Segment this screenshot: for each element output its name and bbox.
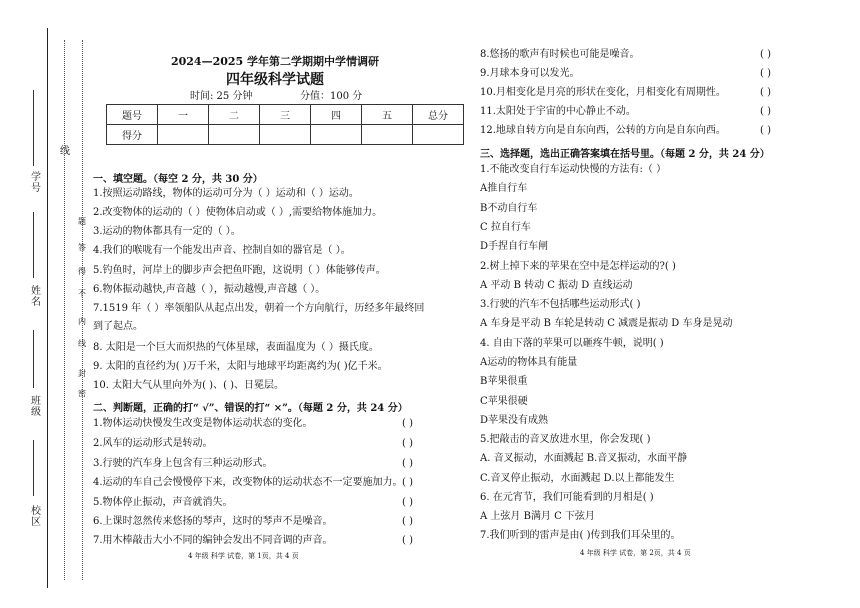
- judge-question-9: 9.月球本身可以发光。: [480, 68, 580, 79]
- fill-question-7-cont: 到了起点。: [93, 321, 143, 332]
- choice-line-7: A 平动 B 转动 C 振动 D 直线运动: [480, 280, 633, 291]
- exam-subtitle: 四年级科学试题: [226, 72, 324, 88]
- class-blank: [33, 330, 34, 388]
- fill-question-10: 10. 太阳大气从里向外为( )、( )、日冕层。: [93, 380, 285, 391]
- fill-question-3: 3.运动的物体都具有一定的（ ）。: [93, 226, 241, 237]
- judge-question-8: 8.悠扬的歌声有时候也可能是噪音。: [480, 49, 640, 60]
- score-cell[interactable]: [362, 125, 413, 145]
- score-table: [106, 104, 464, 145]
- fill-question-5: 5.钓鱼时，河岸上的脚步声会把鱼吓跑，这说明（ ）体能够传声。: [93, 265, 386, 276]
- fill-question-2: 2.改变物体的运动的（ ）使物体启动或（ ）,需要给物体施加力。: [93, 207, 383, 218]
- choice-line-16: A. 音叉振动，水面溅起 B.音叉振动，水面平静: [480, 453, 688, 464]
- id-blank: [33, 90, 34, 166]
- judge-question-12: 12.地球自转方向是自东向西，公转的方向是自东向西。: [480, 125, 726, 136]
- answer-paren[interactable]: ( ): [402, 516, 413, 527]
- choice-line-11: A运动的物体具有能量: [480, 357, 578, 368]
- judge-question-10: 10.月相变化是月亮的形状在变化，月相变化有周期性。: [480, 87, 726, 98]
- warning-char-8: 题: [78, 217, 86, 226]
- answer-paren[interactable]: ( ): [760, 106, 771, 117]
- footer-page-1: 4 年级 科学 试卷，第 1页，共 4 页: [188, 552, 299, 560]
- answer-paren[interactable]: ( ): [402, 535, 413, 546]
- choice-line-8: 3.行驶的汽车不包括哪些运动形式( ): [480, 299, 641, 310]
- score-header-cell: 五: [362, 105, 413, 125]
- binding-line-dotted-2: [82, 40, 83, 580]
- choice-line-13: C苹果很硬: [480, 396, 528, 407]
- choice-line-14: D苹果没有成熟: [480, 415, 549, 426]
- answer-paren[interactable]: ( ): [760, 87, 771, 98]
- answer-paren[interactable]: ( ): [402, 458, 413, 469]
- exam-score: 分值：100 分: [300, 91, 363, 102]
- answer-paren[interactable]: ( ): [402, 477, 413, 488]
- school-blank: [33, 440, 34, 496]
- choice-line-2: A推自行车: [480, 183, 528, 194]
- choice-line-19: A 上弦月 B满月 C 下弦月: [480, 511, 595, 522]
- school-label: 校区: [31, 506, 41, 528]
- choice-line-12: B苹果很重: [480, 376, 528, 387]
- score-header-cell: 题号: [107, 105, 158, 125]
- score-header-cell: 一: [158, 105, 209, 125]
- warning-char-1: 密: [78, 389, 86, 398]
- warning-char-3: 线: [78, 339, 86, 348]
- binding-line-dotted: [64, 40, 65, 580]
- fill-question-1: 1.按照运动路线，物体的运动可分为（ ）运动和（ ）运动。: [93, 188, 359, 199]
- judge-question-3: 3.行驶的汽车身上包含有三种运动形式。: [93, 458, 273, 469]
- answer-paren[interactable]: ( ): [402, 497, 413, 508]
- choice-line-15: 5.把敲击的音叉放进水里，你会发现( ): [480, 434, 651, 445]
- exam-time: 时间: 25 分钟: [190, 91, 253, 102]
- footer-page-2: 4 年级 科学 试卷，第 2页，共 4 页: [580, 549, 691, 557]
- judge-question-4: 4.运动的车自己会慢慢停下来，改变物体的运动状态不一定要施加力。: [93, 477, 403, 488]
- choice-line-20: 7.我们听到的雷声是由( )传到我们耳朵里的。: [480, 530, 681, 541]
- judge-question-5: 5.物体停止振动，声音就消失。: [93, 497, 233, 508]
- choice-line-17: C.音叉停止振动，水面溅起 D.以上都能发生: [480, 473, 675, 484]
- fill-question-9: 9. 太阳的直径约为( )万千米，太阳与地球平均距离约为( )亿千米。: [93, 361, 388, 372]
- choice-line-3: B不动自行车: [480, 203, 538, 214]
- name-label: 姓名: [31, 286, 41, 308]
- judge-question-7: 7.用木棒敲击大小不同的编钟会发出不同音调的声音。: [93, 535, 333, 546]
- judge-question-6: 6.上课时忽然传来悠扬的琴声，这时的琴声不是噪音。: [93, 516, 333, 527]
- fill-question-6: 6.物体振动越快,声音越（ ），振动越慢,声音越（ ）。: [93, 284, 326, 295]
- choice-line-18: 6. 在元宵节，我们可能看到的月相是( ): [480, 492, 654, 503]
- score-header-cell: 三: [260, 105, 311, 125]
- line-label: 线: [60, 146, 70, 157]
- answer-paren[interactable]: ( ): [760, 125, 771, 136]
- judge-question-1: 1.物体运动快慢发生改变是物体运动状态的变化。: [93, 418, 313, 429]
- section-fill-title: 一、填空题。（每空 2 分，共 30 分）: [93, 174, 263, 185]
- choice-line-9: A 车身是平动 B 车轮是转动 C 减震是振动 D 车身是晃动: [480, 318, 733, 329]
- choice-line-4: C 拉自行车: [480, 222, 531, 233]
- score-header-cell: 四: [311, 105, 362, 125]
- binding-line-solid: [47, 28, 48, 588]
- score-cell[interactable]: [311, 125, 362, 145]
- score-row-label: 得分: [107, 125, 158, 145]
- score-table-score-row: [107, 125, 464, 145]
- score-table-header-row: [107, 105, 464, 125]
- warning-char-6: 得: [78, 267, 86, 276]
- warning-char-4: 内: [78, 317, 86, 326]
- warning-char-2: 封: [78, 369, 86, 378]
- choice-line-5: D手捏自行车闸: [480, 241, 549, 252]
- score-header-cell: 二: [209, 105, 260, 125]
- answer-paren[interactable]: ( ): [760, 49, 771, 60]
- choice-line-1: 1.不能改变自行车运动快慢的方法有:（ ）: [480, 164, 667, 175]
- score-cell[interactable]: [260, 125, 311, 145]
- id-label: 学号: [31, 172, 41, 194]
- fill-question-4: 4.我们的喉咙有一个能发出声音、控制自如的器官是（ ）。: [93, 245, 351, 256]
- name-blank: [33, 212, 34, 278]
- fill-question-8: 8. 太阳是一个巨大而炽热的气体星球，表面温度为（ ）摄氏度。: [93, 342, 379, 353]
- section-judge-title: 二、判断题，正确的打“ √”、错误的打“ ×”。（每题 2 分，共 24 分）: [93, 403, 408, 414]
- score-header-cell: 总分: [413, 105, 464, 125]
- answer-paren[interactable]: ( ): [402, 438, 413, 449]
- score-cell[interactable]: [209, 125, 260, 145]
- answer-paren[interactable]: ( ): [402, 418, 413, 429]
- warning-char-5: 不: [78, 289, 86, 298]
- class-label: 班级: [31, 396, 41, 418]
- answer-paren[interactable]: ( ): [760, 68, 771, 79]
- choice-line-10: 4. 自由下落的苹果可以砸疼牛顿，说明( ): [480, 338, 664, 349]
- warning-char-7: 答: [78, 243, 86, 252]
- fill-question-7: 7.1519 年（ ）率领船队从起点出发，朝着一个方向航行，历经多年最终回: [93, 303, 425, 314]
- section-choice-title: 三、选择题，选出正确答案填在括号里。（每题 2 分，共 24 分）: [480, 149, 770, 160]
- score-cell[interactable]: [413, 125, 464, 145]
- judge-question-11: 11.太阳处于宇宙的中心静止不动。: [480, 106, 636, 117]
- choice-line-6: 2.树上掉下来的苹果在空中是怎样运动的?( ): [480, 261, 676, 272]
- judge-question-2: 2.风车的运动形式是转动。: [93, 438, 213, 449]
- exam-title: 2024—2025 学年第二学期期中学情调研: [170, 55, 380, 68]
- score-cell[interactable]: [158, 125, 209, 145]
